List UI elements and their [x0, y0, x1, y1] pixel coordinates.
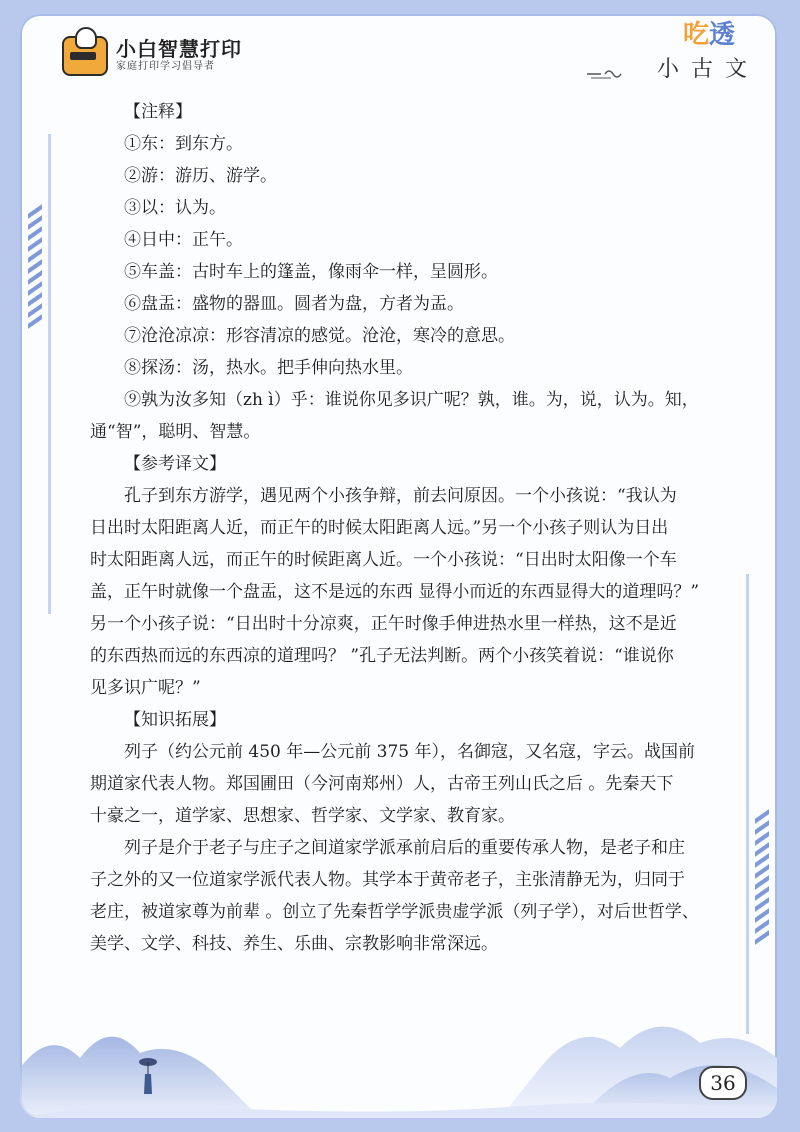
extension-line: 期道家代表人物。郑国圃田（今河南郑州）人，古帝王列山氏之后 。先秦天下 [90, 774, 674, 794]
series-char-1: 吃 [682, 20, 709, 50]
page-number: 36 [699, 1066, 747, 1100]
note-item: ⑧探汤：汤，热水。把手伸向热水里。 [124, 358, 413, 378]
translation-line: 的东西热而远的东西凉的道理吗？ ”孔子无法判断。两个小孩笑着说：“谁说你 [90, 646, 674, 666]
right-stripe-decoration [755, 814, 769, 974]
translation-line: 见多识广呢？” [90, 678, 201, 698]
cloud-swirl-icon [585, 66, 625, 80]
translation-line: 另一个小孩子说：“日出时十分凉爽，正午时像手伸进热水里一样热，这不是近 [90, 614, 677, 634]
brand-slogan: 家庭打印学习倡导者 [116, 61, 215, 72]
left-border-line [48, 134, 51, 614]
brand-name: 小白智慧打印 [116, 37, 242, 61]
series-title-top [683, 14, 735, 51]
extension-line: 列子（约公元前 450 年—公元前 375 年），名御寇，又名寇，字云。战国前 [124, 742, 696, 762]
note-item: ④日中：正午。 [124, 230, 243, 250]
extension-line: 十豪之一，道学家、思想家、哲学家、文学家、教育家。 [90, 806, 515, 826]
series-title-bottom: 小古文 [656, 57, 759, 82]
translation-line: 盖，正午时就像一个盘盂，这不是远的东西 显得小而近的东西显得大的道理吗？” [90, 582, 700, 602]
note-item: ①东：到东方。 [124, 134, 243, 154]
note-item: ②游：游历、游学。 [124, 166, 277, 186]
notes-heading: 【注释】 [124, 102, 192, 122]
article-body [90, 96, 753, 960]
left-stripe-decoration [28, 209, 42, 349]
extension-line: 列子是介于老子与庄子之间道家学派承前启后的重要传承人物，是老子和庄 [124, 838, 685, 858]
note-item: ⑤车盖：古时车上的篷盖，像雨伞一样，呈圆形。 [124, 262, 498, 282]
page [20, 14, 777, 1118]
translation-line: 时太阳距离人远，而正午的时候距离人近。一个小孩说：“日出时太阳像一个车 [90, 550, 677, 570]
translation-line: 日出时太阳距离人近，而正午的时候太阳距离人远。”另一个小孩子则认为日出 [90, 518, 669, 538]
extension-heading: 【知识拓展】 [124, 710, 226, 730]
extension-line: 美学、文学、科技、养生、乐曲、宗教影响非常深远。 [90, 934, 498, 954]
note-item: ⑨孰为汝多知（zh ì）乎：谁说你见多识广呢？孰，谁。为，说，认为。知， [124, 390, 699, 410]
note-item: ⑦沧沧凉凉：形容清凉的感觉。沧沧，寒冷的意思。 [124, 326, 515, 346]
translation-heading: 【参考译文】 [124, 454, 226, 474]
extension-line: 子之外的又一位道家学派代表人物。其学本于黄帝老子，主张清静无为，归同于 [90, 870, 685, 890]
translation-line: 孔子到东方游学，遇见两个小孩争辩，前去问原因。一个小孩说：“我认为 [124, 486, 677, 506]
figure-with-umbrella-icon [138, 1056, 158, 1096]
mountain-landscape-illustration [20, 998, 777, 1118]
brand-logo-icon [62, 36, 108, 76]
note-item: ③以：认为。 [124, 198, 226, 218]
brand-header [62, 36, 242, 76]
note-item: ⑥盘盂：盛物的器皿。圆者为盘，方者为盂。 [124, 294, 464, 314]
note-item-continuation: 通“智”，聪明、智慧。 [90, 422, 261, 442]
series-char-2: 透 [708, 20, 735, 50]
extension-line: 老庄，被道家尊为前辈 。创立了先秦哲学学派贵虚学派（列子学），对后世哲学、 [90, 902, 699, 922]
